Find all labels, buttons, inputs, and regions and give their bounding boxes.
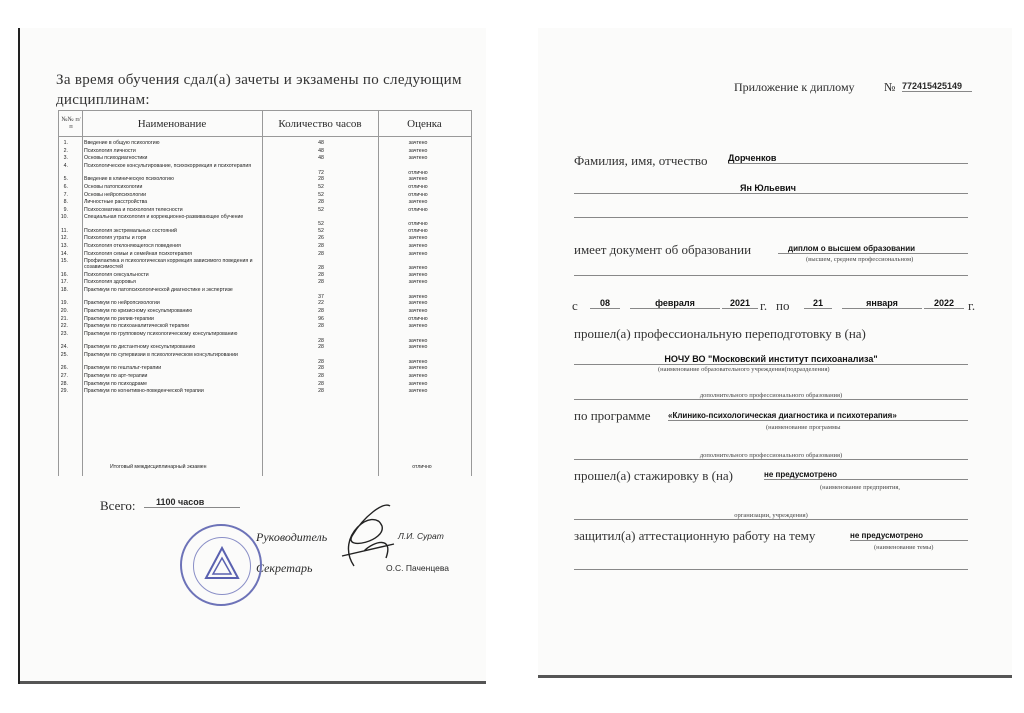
table-row xyxy=(58,243,472,250)
table-row xyxy=(58,184,472,191)
from-month: февраля xyxy=(630,298,720,309)
table-row xyxy=(58,235,472,242)
table-row xyxy=(58,373,472,380)
left-page xyxy=(18,28,486,684)
row-grade: отлично xyxy=(408,221,428,228)
secretary-name: О.С. Паченцева xyxy=(386,563,449,573)
row-hours: 52 xyxy=(318,206,324,213)
row-discipline: Практикум по психоаналитической терапии xyxy=(84,323,189,330)
row-grade: зачтено xyxy=(408,365,428,372)
row-hours: 28 xyxy=(318,199,324,206)
left-heading-line1: За время обучения сдал(а) зачеты и экзамены по следующим xyxy=(56,72,462,88)
thesis-label: защитил(а) аттестационную работу на тему xyxy=(574,528,816,543)
row-number: 4. xyxy=(63,162,68,169)
row-hours: 26 xyxy=(318,235,324,242)
table-row xyxy=(58,300,472,307)
number-sign: № xyxy=(884,80,896,94)
disciplines-table xyxy=(58,110,472,476)
row-number: 24. xyxy=(60,344,68,351)
row-hours: 22 xyxy=(318,300,324,307)
row-grade: зачтено xyxy=(408,337,428,344)
row-number: 27. xyxy=(60,373,68,379)
table-row xyxy=(58,316,472,323)
table-row xyxy=(58,365,472,372)
row-hours: 96 xyxy=(318,315,324,322)
row-discipline: Практикум по дистантному консультированию xyxy=(84,344,196,351)
row-discipline: Практикум по рилив-терапии xyxy=(84,315,154,322)
row-hours: 52 xyxy=(318,183,324,190)
row-number: 17. xyxy=(60,279,68,286)
total-label: Всего: xyxy=(100,498,136,513)
surname-value: Дорченков xyxy=(728,153,968,164)
program-caption: (наименование программы xyxy=(766,424,841,431)
table-row xyxy=(58,344,472,351)
to-year: 2022 xyxy=(924,298,964,309)
thesis-value: не предусмотрено xyxy=(850,531,968,541)
row-grade: зачтено xyxy=(408,300,428,307)
row-grade: зачтено xyxy=(408,155,428,162)
table-row xyxy=(58,352,472,366)
diploma-number: 772415425149 xyxy=(902,81,972,92)
row-grade: зачтено xyxy=(408,279,428,286)
row-grade: зачтено xyxy=(408,199,428,206)
row-grade: отлично xyxy=(408,169,428,176)
header-name: Наименование xyxy=(137,118,207,130)
row-discipline: Психология сексуальности xyxy=(84,271,149,278)
row-grade: зачтено xyxy=(408,380,428,387)
table-row xyxy=(58,192,472,199)
final-exam-grade: отлично xyxy=(412,464,432,470)
row-hours: 28 xyxy=(318,250,324,257)
row-grade: отлично xyxy=(408,227,428,234)
row-discipline: Психология личности xyxy=(84,147,136,154)
row-grade: зачтено xyxy=(408,271,428,278)
row-hours: 37 xyxy=(318,293,324,300)
table-row xyxy=(58,287,472,301)
row-number: 14. xyxy=(60,250,68,257)
table-row xyxy=(58,228,472,235)
row-hours: 28 xyxy=(318,373,324,379)
row-grade: отлично xyxy=(408,191,428,198)
header-num: №№ п/п xyxy=(61,116,81,130)
head-label: Руководитель xyxy=(256,530,328,544)
row-number: 3. xyxy=(63,155,68,162)
row-hours: 28 xyxy=(318,243,324,249)
to-label: по xyxy=(776,298,790,313)
from-year: 2021 xyxy=(722,298,758,309)
internship-label: прошел(а) стажировку в (на) xyxy=(574,468,734,483)
institution-caption: (наименование образовательного учреждения(подразделения) xyxy=(658,366,830,373)
internship-value: не предусмотрено xyxy=(764,470,968,480)
row-grade: зачтено xyxy=(408,308,428,314)
additional-caption: дополнительного профессионального образования) xyxy=(574,392,968,400)
row-grade: зачтено xyxy=(408,235,428,242)
org-caption: организации, учреждения) xyxy=(574,512,968,520)
from-day: 08 xyxy=(590,298,620,309)
row-discipline: Введение в клиническую психологию xyxy=(84,176,174,183)
row-discipline: Практикум по супервизии в психологическом консультировании xyxy=(84,351,238,358)
table-row xyxy=(58,148,472,155)
thesis-caption: (наименование темы) xyxy=(874,544,934,551)
row-number: 16. xyxy=(60,271,68,278)
row-number: 2. xyxy=(63,147,68,154)
table-row xyxy=(58,308,472,315)
row-number: 29. xyxy=(60,388,68,395)
row-number: 1. xyxy=(63,140,68,146)
has-doc-label: имеет документ об образовании xyxy=(574,242,752,257)
row-number: 25. xyxy=(60,351,68,358)
row-number: 7. xyxy=(63,191,68,198)
institution-value: НОЧУ ВО "Московский институт психоанализа" xyxy=(574,354,968,365)
row-hours: 28 xyxy=(318,176,324,183)
row-hours: 52 xyxy=(318,191,324,198)
total-value: 1100 часов xyxy=(144,497,240,508)
row-number: 26. xyxy=(60,365,68,372)
row-hours: 28 xyxy=(318,344,324,351)
row-hours: 28 xyxy=(318,308,324,314)
row-hours: 28 xyxy=(318,380,324,387)
table-row xyxy=(58,381,472,388)
row-number: 19. xyxy=(60,300,68,307)
row-number: 11. xyxy=(61,227,68,234)
signature-image xyxy=(324,496,404,576)
passed-label: прошел(а) профессиональную переподготовку в (на) xyxy=(574,326,866,341)
row-number: 10. xyxy=(60,214,68,221)
row-grade: зачтено xyxy=(408,140,428,146)
table-row xyxy=(58,323,472,330)
head-name: Л.И. Сурат xyxy=(398,531,444,541)
row-hours: 48 xyxy=(318,140,324,146)
blank-line xyxy=(574,216,968,218)
row-number: 13. xyxy=(60,243,68,249)
table-row xyxy=(58,155,472,162)
row-discipline: Психология семьи и семейная психотерапия xyxy=(84,250,192,257)
row-discipline: Практикум по когнитивно-поведенческой терапии xyxy=(84,388,204,395)
row-hours: 52 xyxy=(318,227,324,234)
row-hours: 48 xyxy=(318,147,324,154)
table-row xyxy=(58,331,472,345)
row-discipline: Практикум по психодраме xyxy=(84,380,147,387)
row-grade: отлично xyxy=(408,183,428,190)
row-discipline: Психология здоровья xyxy=(84,279,136,286)
row-number: 22. xyxy=(60,323,68,330)
row-hours: 72 xyxy=(318,169,324,176)
row-discipline: Введение в общую психологию xyxy=(84,140,160,146)
table-row xyxy=(58,140,472,147)
row-grade: зачтено xyxy=(408,265,428,272)
fio-label: Фамилия, имя, отчество xyxy=(574,153,708,168)
row-discipline: Психосоматика и психология телесности xyxy=(84,206,183,213)
table-row xyxy=(58,163,472,177)
row-hours: 28 xyxy=(318,365,324,372)
doc-caption: (высшем, среднем профессиональном) xyxy=(806,256,914,263)
doc-value: диплом о высшем образовании xyxy=(778,244,968,254)
table-row xyxy=(58,279,472,286)
row-hours: 28 xyxy=(318,388,324,395)
row-number: 8. xyxy=(63,199,68,206)
row-hours: 28 xyxy=(318,358,324,365)
row-discipline: Основы патопсихологии xyxy=(84,183,143,190)
row-discipline: Практикум по арт-терапии xyxy=(84,373,148,379)
table-row xyxy=(58,251,472,258)
row-discipline: Профилактика и психологическая коррекция зависимого поведения и созависимостей xyxy=(84,258,253,271)
from-label: с xyxy=(572,298,578,313)
blank-line xyxy=(574,568,968,570)
row-discipline: Практикум по групповому психологическому консультированию xyxy=(84,330,238,337)
row-discipline: Личностные расстройства xyxy=(84,199,148,206)
final-exam-name: Итоговый междисциплинарный экзамен xyxy=(110,464,207,470)
table-row xyxy=(58,258,472,272)
header-grade: Оценка xyxy=(407,118,442,130)
right-page xyxy=(538,28,1012,678)
row-discipline: Практикум по кризисному консультированию xyxy=(84,308,193,314)
row-hours: 28 xyxy=(318,265,324,272)
row-discipline: Психологическое консультирование, психокоррекция и психотерапия xyxy=(84,162,252,169)
row-discipline: Психология утраты и горя xyxy=(84,235,147,242)
to-day: 21 xyxy=(804,298,832,309)
table-row xyxy=(58,388,472,395)
row-discipline: Психология отклоняющегося поведения xyxy=(84,243,181,249)
row-hours: 48 xyxy=(318,155,324,162)
row-discipline: Практикум по нейропсихологии xyxy=(84,300,160,307)
row-discipline: Практикум по гештальт-терапии xyxy=(84,365,162,372)
program-label: по программе xyxy=(574,408,651,423)
from-year-suffix: г. xyxy=(760,298,768,313)
row-number: 21. xyxy=(60,315,68,322)
seal-emblem-icon xyxy=(204,546,240,582)
row-grade: зачтено xyxy=(408,358,428,365)
name-patronymic-value: Ян Юльевич xyxy=(574,183,968,194)
row-grade: зачтено xyxy=(408,147,428,154)
row-number: 23. xyxy=(60,330,68,337)
appendix-label: Приложение к диплому xyxy=(734,80,855,94)
table-row xyxy=(58,272,472,279)
internship-caption: (наименование предприятия, xyxy=(820,484,901,491)
row-discipline: Практикум по патопсихологической диагностике и экспертизе xyxy=(84,286,233,293)
header-hours: Количество часов xyxy=(278,118,362,130)
row-grade: зачтено xyxy=(408,344,428,351)
table-row xyxy=(58,207,472,214)
row-number: 20. xyxy=(60,308,68,314)
to-month: января xyxy=(842,298,922,309)
row-grade: зачтено xyxy=(408,250,428,257)
program-value: «Клинико-психологическая диагностика и психотерапия» xyxy=(668,411,968,421)
row-number: 28. xyxy=(60,380,68,387)
row-grade: отлично xyxy=(408,206,428,213)
additional-caption-2: дополнительного профессионального образования) xyxy=(574,452,968,460)
row-discipline: Основы нейропсихологии xyxy=(84,191,146,198)
row-grade: зачтено xyxy=(408,373,428,379)
row-hours: 28 xyxy=(318,271,324,278)
row-number: 18. xyxy=(60,286,68,293)
table-row xyxy=(58,214,472,228)
row-hours: 28 xyxy=(318,337,324,344)
row-number: 9. xyxy=(63,206,68,213)
row-number: 15. xyxy=(60,258,68,265)
row-hours: 52 xyxy=(318,221,324,228)
row-grade: зачтено xyxy=(408,323,428,330)
row-number: 6. xyxy=(63,183,68,190)
row-hours: 28 xyxy=(318,279,324,286)
row-grade: отлично xyxy=(408,315,428,322)
row-number: 5. xyxy=(63,176,68,183)
row-discipline: Специальная психология и коррекционно-развивающее обучение xyxy=(84,214,244,221)
row-hours: 28 xyxy=(318,323,324,330)
row-grade: зачтено xyxy=(408,243,428,249)
row-discipline: Психология экстремальных состояний xyxy=(84,227,177,234)
table-row xyxy=(58,176,472,183)
table-row xyxy=(58,199,472,206)
to-year-suffix: г. xyxy=(968,298,976,313)
row-discipline: Основы психодиагностики xyxy=(84,155,148,162)
row-grade: зачтено xyxy=(408,293,428,300)
left-heading-line2: дисциплинам: xyxy=(56,92,150,108)
seal-stamp xyxy=(180,524,262,606)
blank-line xyxy=(574,274,968,276)
row-number: 12. xyxy=(60,235,68,242)
row-grade: зачтено xyxy=(408,176,428,183)
row-grade: зачтено xyxy=(408,388,428,395)
secretary-label: Секретарь xyxy=(256,561,313,575)
